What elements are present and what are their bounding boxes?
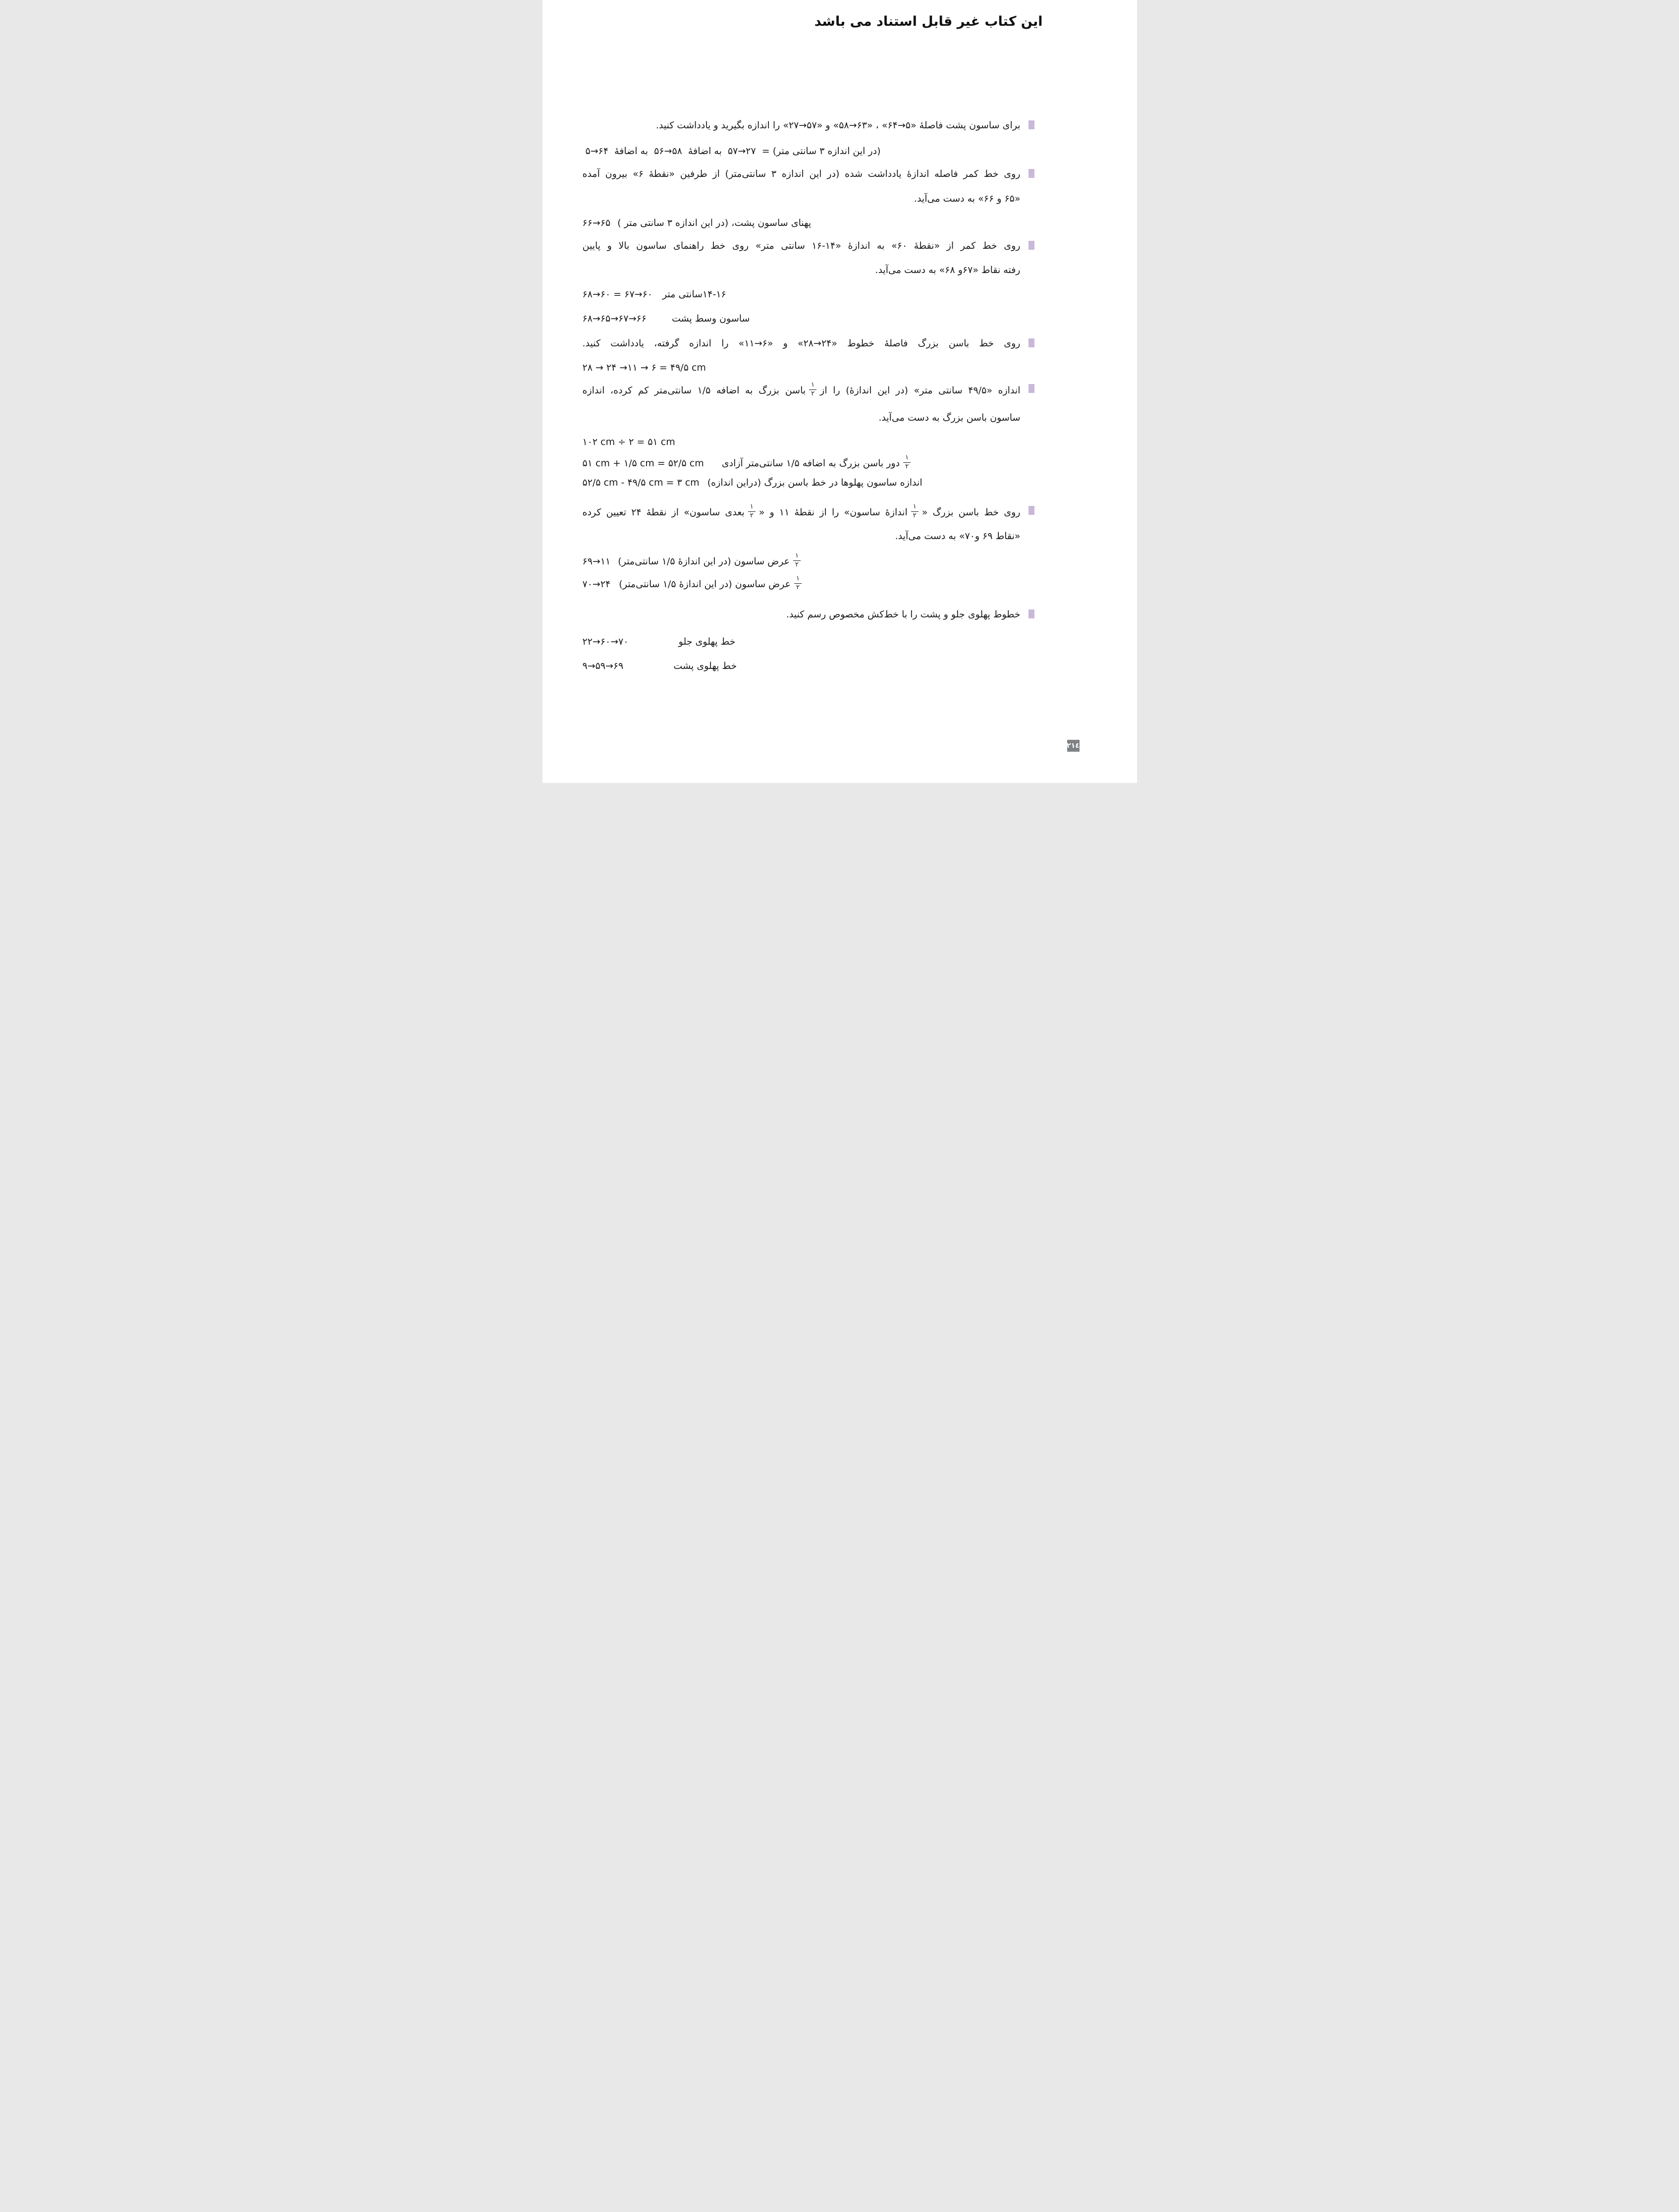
paragraph-6-text-c: بعدی ساسون» از نقطهٔ ۲۴ تعیین کرده: [582, 506, 745, 518]
fraction-numerator: ۱: [903, 454, 911, 463]
paragraph-4: [583, 337, 1021, 351]
paragraph-5: [583, 383, 1021, 399]
paragraph-2-continued-text: «۶۵ و ۶۶» به دست می‌آید.: [914, 193, 1021, 204]
paragraph-5-text-b: باسن بزرگ به اضافه ۱/۵ سانتی‌متر کم کرده، اندازه: [582, 385, 806, 396]
eq1-token-2: ۵۶→۵۸: [654, 146, 682, 157]
equation-line-3: [583, 312, 1021, 326]
paragraph-6: [583, 504, 1021, 521]
paragraph-7: [583, 608, 1021, 622]
one-half-fraction: [793, 553, 801, 569]
bullet-marker: [1029, 384, 1034, 393]
bullet-marker: [1029, 338, 1034, 347]
dart-width-1-token: ۶۹→۱۱: [582, 555, 611, 567]
paragraph-4-text: روی خط باسن بزرگ فاصلهٔ خطوط «۲۴→۲۸» و «۶→۱۱» را اندازه گرفته، یادداشت کنید.: [582, 338, 1021, 349]
paragraph-2: [583, 167, 1021, 181]
fraction-denominator: ۲: [795, 560, 799, 568]
fraction-numerator: ۱: [809, 382, 816, 390]
fraction-denominator: ۲: [796, 583, 800, 591]
page-number-badge: ٢١٤: [1067, 740, 1080, 752]
dart-width-2-token: ۷۰→۲۴: [582, 578, 611, 590]
paragraph-2-continued: [583, 192, 1021, 206]
eq1-token-1: ۵۷→۲۷: [727, 146, 756, 157]
paragraph-3-continued-text: رفته نقاط «۶۷و ۶۸» به دست می‌آید.: [875, 265, 1021, 276]
side-seam-back-line: [583, 660, 1021, 673]
note-line-back-dart-width: [583, 217, 1021, 230]
paragraph-1-text: برای ساسون پشت فاصلهٔ «۵→۶۴» ، «۶۳→۵۸» و «۵۷→۲۷» را اندازه بگیرید و یادداشت کنید.: [655, 120, 1021, 131]
fraction-denominator: ۲: [913, 511, 917, 519]
side-seam-back-token: ۹→۵۹→۶۹: [582, 661, 624, 671]
fraction-denominator: ۲: [905, 462, 909, 470]
paragraph-3-text: روی خط کمر از «نقطهٔ ۶۰» به اندازهٔ «۱۴-۱۶ سانتی متر» روی خط راهنمای ساسون بالا و پایین: [582, 240, 1021, 251]
equation-line-7: [583, 476, 1021, 490]
paragraph-6-continued-text: «نقاط ۶۹ و۷۰» به دست می‌آید.: [895, 531, 1021, 542]
paragraph-3-continued: [583, 264, 1021, 277]
eq7-label: اندازه ساسون پهلوها در خط باسن بزرگ (دراین اندازه): [707, 477, 922, 488]
back-dart-width-label: پهنای ساسون پشت، (در این اندازه ۳ سانتی متر ): [617, 218, 812, 228]
fraction-denominator: ۲: [750, 511, 754, 519]
eq7-token: ۵۲/۵ cm - ۴۹/۵ cm = ۳ cm: [582, 477, 700, 488]
paragraph-1: [583, 119, 1021, 133]
book-page: [542, 0, 1137, 783]
back-dart-width-token: ۶۶→۶۵: [582, 218, 611, 228]
dart-width-line-2: [583, 576, 1021, 593]
eq1-plus-1: به اضافهٔ: [688, 146, 722, 157]
one-half-fraction: [748, 503, 756, 520]
paragraph-5-continued-text: ساسون باسن بزرگ به دست می‌آید.: [878, 412, 1021, 423]
eq5-token: ۱۰۲ cm ÷ ۲ = ۵۱ cm: [582, 437, 675, 447]
fraction-numerator: ۱: [794, 575, 802, 584]
paragraph-6-text-b: اندازهٔ ساسون» را از نقطهٔ ۱۱ و «: [758, 506, 908, 518]
side-seam-front-token: ۲۲→۶۰→۷۰: [582, 636, 629, 647]
eq3-label: ساسون وسط پشت: [671, 313, 750, 324]
one-half-fraction: [794, 575, 802, 592]
dart-width-line-1: [583, 553, 1021, 570]
paragraph-7-text: خطوط پهلوی جلو و پشت را با خط‌کش مخصوص رسم کنید.: [786, 609, 1021, 620]
paragraph-2-text: روی خط کمر فاصله اندازهٔ یادداشت شده (در این اندازه ۳ سانتی‌متر) از طرفین «نقطهٔ ۶» بیرون آمده: [582, 168, 1021, 179]
eq1-plus-2: به اضافهٔ: [614, 146, 649, 157]
equation-line-4: [583, 361, 1021, 375]
one-half-fraction: [911, 503, 919, 520]
side-seam-front-label: خط پهلوی جلو: [678, 636, 736, 647]
fraction-numerator: ۱: [911, 503, 919, 512]
paragraph-5-continued: [583, 411, 1021, 425]
equation-line-5: [583, 436, 1021, 449]
one-half-fraction: [903, 454, 911, 471]
fraction-numerator: ۱: [748, 503, 756, 512]
dart-width-2-label: عرض ساسون (در این اندازهٔ ۱/۵ سانتی‌متر): [619, 578, 791, 590]
fraction-numerator: ۱: [793, 553, 801, 561]
eq1-token-3: ۵→۶۴: [585, 146, 609, 157]
eq2-token: ۶۸→۶۰ = ۶۷→۶۰: [582, 289, 652, 300]
paragraph-3: [583, 239, 1021, 253]
eq6-label: دور باسن بزرگ به اضافه ۱/۵ سانتی‌متر آزادی: [721, 457, 900, 469]
fraction-denominator: ۲: [811, 389, 815, 397]
side-seam-front-line: [583, 635, 1021, 649]
equation-line-1: [583, 145, 1021, 159]
dart-width-1-label: عرض ساسون (در این اندازهٔ ۱/۵ سانتی‌متر): [618, 555, 790, 567]
bullet-marker: [1029, 169, 1034, 178]
paragraph-6-continued: [583, 530, 1021, 544]
bullet-marker: [1029, 506, 1034, 515]
bullet-marker: [1029, 609, 1034, 618]
eq6-token: ۵۱ cm + ۱/۵ cm = ۵۲/۵ cm: [582, 457, 704, 469]
bullet-marker: [1029, 120, 1034, 129]
equation-line-6: [583, 455, 1021, 472]
bullet-marker: [1029, 241, 1034, 250]
side-seam-back-label: خط پهلوی پشت: [673, 661, 737, 671]
paragraph-6-text-a: روی خط باسن بزرگ «: [921, 506, 1021, 518]
eq4-token: ۲۸ → ۲۴ →۱۱ → ۶ = ۴۹/۵ cm: [582, 362, 706, 373]
eq2-label: ۱۴-۱۶سانتی متر: [662, 289, 726, 300]
eq1-lead: (در این اندازه ۳ سانتی متر) =: [761, 146, 881, 157]
watermark-notice: این کتاب غیر قابل استناد می باشد: [814, 14, 1043, 29]
eq3-token: ۶۸→۶۵→۶۷→۶۶: [582, 313, 647, 324]
equation-line-2: [583, 288, 1021, 302]
one-half-fraction: [809, 382, 816, 398]
paragraph-5-text-a: اندازه «۴۹/۵ سانتی متر» (در این اندازهٔ) را از: [820, 385, 1021, 396]
